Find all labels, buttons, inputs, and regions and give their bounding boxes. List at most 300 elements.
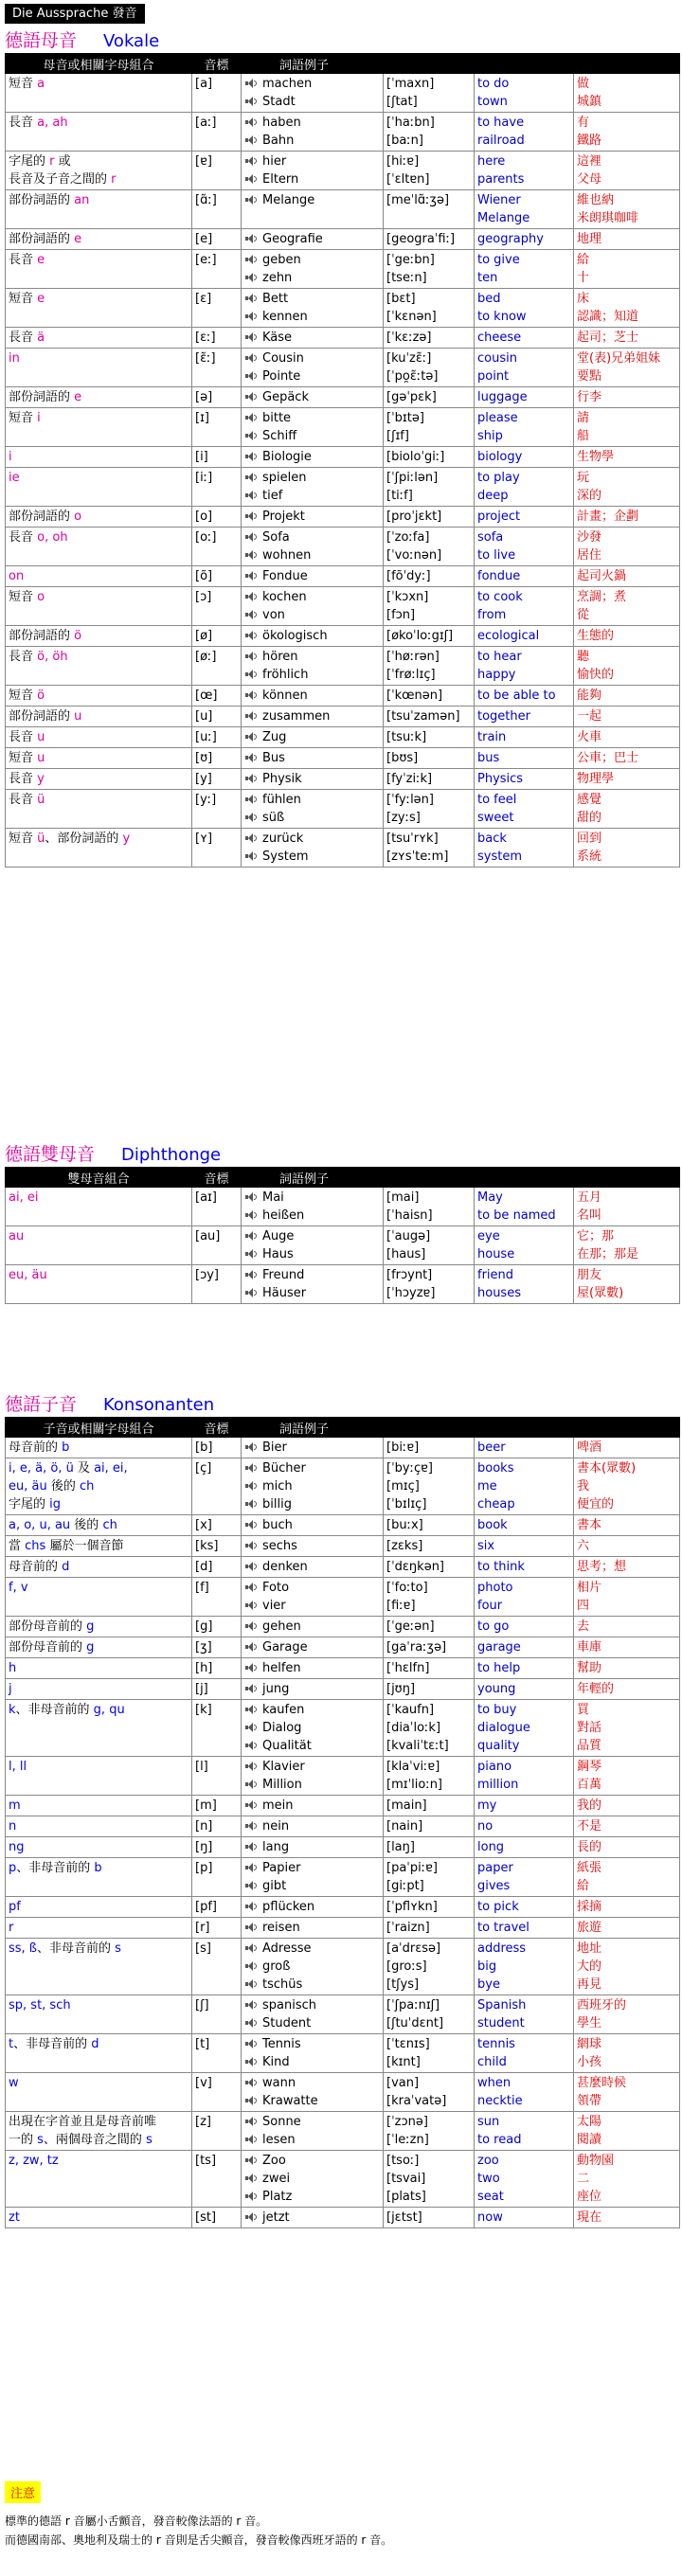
speaker-icon[interactable] — [245, 1684, 257, 1693]
english-meaning: no — [477, 1819, 494, 1834]
word-ipa-cell — [384, 528, 475, 566]
speaker-icon[interactable] — [245, 2212, 257, 2222]
speaker-icon[interactable] — [245, 2039, 257, 2048]
sound-label: 部份母音前的 — [9, 1640, 87, 1655]
speaker-icon[interactable] — [245, 2135, 257, 2144]
word-ipa: [ˈfrøːlɪç] — [386, 668, 436, 682]
word-text: mein — [262, 1798, 294, 1813]
chinese-meaning: 有 — [577, 116, 590, 130]
example-word[interactable] — [245, 2188, 380, 2206]
word-ipa: [kraˈvatə] — [386, 2094, 447, 2108]
chinese-meaning: 朋友 — [577, 1268, 602, 1282]
example-word[interactable] — [245, 1459, 380, 1477]
speaker-icon[interactable] — [245, 795, 257, 804]
chinese-meaning: 我 — [577, 1479, 590, 1494]
word-text: fühlen — [262, 793, 301, 807]
word-text: jetzt — [262, 2210, 290, 2225]
speaker-icon[interactable] — [245, 97, 257, 106]
chinese-cell — [574, 1578, 680, 1617]
speaker-icon[interactable] — [245, 312, 257, 321]
english-meaning: to give — [477, 253, 520, 267]
speaker-icon[interactable] — [245, 670, 257, 679]
english-meaning: book — [477, 1518, 508, 1532]
speaker-icon[interactable] — [245, 1663, 257, 1673]
col-header-ipa: 音標 — [192, 54, 242, 74]
col-header-examples: 詞語例子 — [242, 1418, 680, 1438]
example-word[interactable] — [245, 1976, 380, 1994]
table-row — [6, 1188, 680, 1226]
chinese-meaning: 船 — [577, 429, 590, 443]
example-word[interactable] — [245, 290, 380, 308]
chinese-cell — [574, 727, 680, 748]
ipa-symbol-cell: [ʊ] — [192, 748, 242, 769]
speaker-icon[interactable] — [245, 392, 257, 402]
word-ipa: [van] — [386, 2076, 420, 2090]
example-word[interactable] — [245, 1719, 380, 1737]
example-word[interactable] — [245, 2074, 380, 2092]
example-word[interactable] — [245, 1638, 380, 1656]
english-meaning: my — [477, 1798, 497, 1813]
english-cell — [475, 2073, 574, 2112]
example-word[interactable] — [245, 469, 380, 487]
speaker-icon[interactable] — [245, 234, 257, 243]
example-word[interactable] — [245, 1245, 380, 1263]
speaker-icon[interactable] — [245, 1800, 257, 1810]
english-meaning: to go — [477, 1619, 510, 1634]
sound-letters: k — [9, 1703, 16, 1717]
chinese-cell — [574, 790, 680, 829]
speaker-icon[interactable] — [245, 2078, 257, 2087]
speaker-icon[interactable] — [245, 1979, 257, 1989]
example-word[interactable] — [245, 1737, 380, 1755]
speaker-icon[interactable] — [245, 1642, 257, 1652]
table-row — [6, 1858, 680, 1897]
example-word[interactable] — [245, 588, 380, 606]
english-meaning: please — [477, 411, 518, 425]
speaker-icon[interactable] — [245, 1762, 257, 1771]
page-tab[interactable]: Die Aussprache 發音 — [5, 4, 145, 24]
word-text: zusammen — [262, 709, 331, 724]
example-word[interactable] — [245, 546, 380, 564]
speaker-icon[interactable] — [245, 79, 257, 88]
speaker-icon[interactable] — [245, 1499, 257, 1509]
example-word[interactable] — [245, 809, 380, 827]
example-word[interactable] — [245, 1659, 380, 1677]
speaker-icon[interactable] — [245, 1741, 257, 1750]
chinese-meaning: 認識；知道 — [577, 310, 639, 324]
word-text: Klavier — [262, 1760, 305, 1774]
ipa-symbol-cell: [ə] — [192, 387, 242, 408]
example-word[interactable] — [245, 230, 380, 248]
word-ipa: [frɔynt] — [386, 1268, 433, 1282]
ipa-symbol-cell: [x] — [192, 1515, 242, 1536]
speaker-icon[interactable] — [245, 2018, 257, 2028]
example-word[interactable] — [245, 75, 380, 93]
example-word[interactable] — [245, 791, 380, 809]
example-word[interactable] — [245, 152, 380, 170]
word-ipa: [ˈvoːnən] — [386, 548, 442, 563]
speaker-icon[interactable] — [245, 2057, 257, 2066]
english-cell — [475, 566, 574, 587]
speaker-icon[interactable] — [245, 2174, 257, 2183]
example-word[interactable] — [245, 1227, 380, 1245]
speaker-icon[interactable] — [245, 592, 257, 601]
example-word[interactable] — [245, 1579, 380, 1597]
word-ipa-cell — [384, 1858, 475, 1897]
speaker-icon[interactable] — [245, 1601, 257, 1610]
example-word[interactable] — [245, 1537, 380, 1555]
example-word[interactable] — [245, 606, 380, 624]
english-cell — [475, 190, 574, 229]
speaker-icon[interactable] — [245, 2096, 257, 2105]
word-text: fröhlich — [262, 668, 309, 682]
example-word[interactable] — [245, 93, 380, 111]
speaker-icon[interactable] — [245, 1943, 257, 1953]
english-meaning: Physics — [477, 772, 524, 786]
speaker-icon[interactable] — [245, 1621, 257, 1631]
example-word[interactable] — [245, 1680, 380, 1698]
word-text: Mai — [262, 1190, 284, 1205]
sound-label: 短音 — [9, 832, 38, 846]
ipa-symbol-cell: [u] — [192, 707, 242, 727]
example-word[interactable] — [245, 1207, 380, 1225]
speaker-icon[interactable] — [245, 1923, 257, 1932]
speaker-icon[interactable] — [245, 610, 257, 619]
ipa-symbol-cell: [o] — [192, 507, 242, 528]
example-word[interactable] — [245, 1618, 380, 1636]
example-word[interactable] — [245, 2152, 380, 2170]
table-row — [6, 1617, 680, 1637]
speaker-icon[interactable] — [245, 1562, 257, 1571]
speaker-icon[interactable] — [245, 1541, 257, 1550]
table-row — [6, 587, 680, 626]
english-meaning: six — [477, 1539, 495, 1553]
sound-letters: s — [146, 2133, 153, 2147]
example-word[interactable] — [245, 648, 380, 666]
example-word[interactable] — [245, 627, 380, 645]
speaker-icon[interactable] — [245, 631, 257, 640]
example-word[interactable] — [245, 1877, 380, 1895]
example-word[interactable] — [245, 830, 380, 848]
example-word[interactable] — [245, 1898, 380, 1916]
speaker-icon[interactable] — [245, 1463, 257, 1473]
english-meaning: piano — [477, 1760, 512, 1774]
example-word[interactable] — [245, 367, 380, 385]
speaker-icon[interactable] — [245, 273, 257, 282]
example-word[interactable] — [245, 2113, 380, 2131]
speaker-icon[interactable] — [245, 174, 257, 184]
example-word[interactable] — [245, 1597, 380, 1615]
ipa-symbol-cell: [ʒ] — [192, 1637, 242, 1658]
example-word[interactable] — [245, 687, 380, 705]
konsonanten-table — [5, 1417, 680, 2228]
word-ipa: [zʏsˈteːm] — [386, 850, 449, 864]
speaker-icon[interactable] — [245, 156, 257, 166]
speaker-icon[interactable] — [245, 117, 257, 127]
example-word[interactable] — [245, 1958, 380, 1976]
ipa-symbol-cell: [n] — [192, 1816, 242, 1837]
speaker-icon[interactable] — [245, 753, 257, 762]
example-word[interactable] — [245, 1776, 380, 1794]
sound-cell — [6, 566, 192, 587]
word-ipa-cell — [384, 289, 475, 328]
example-word[interactable] — [245, 2092, 380, 2110]
example-word[interactable] — [245, 448, 380, 466]
speaker-icon[interactable] — [245, 332, 257, 342]
speaker-icon[interactable] — [245, 294, 257, 303]
speaker-icon[interactable] — [245, 431, 257, 440]
english-cell — [475, 387, 574, 408]
sound-label: 短音 — [9, 689, 38, 703]
speaker-icon[interactable] — [245, 413, 257, 422]
word-ipa: [aˈdrɛsə] — [386, 1941, 441, 1956]
speaker-icon[interactable] — [245, 2191, 257, 2201]
english-meaning: deep — [477, 489, 509, 503]
english-cell — [475, 447, 574, 468]
example-word[interactable] — [245, 409, 380, 427]
sound-label: 後的 — [70, 1518, 103, 1532]
example-word[interactable] — [245, 1940, 380, 1958]
word-ipa: [ʃɪf] — [386, 429, 409, 443]
word-text: Bus — [262, 751, 285, 765]
sound-cell — [6, 1438, 192, 1458]
example-word[interactable] — [245, 114, 380, 132]
example-word[interactable] — [245, 2209, 380, 2227]
speaker-icon[interactable] — [245, 571, 257, 581]
english-cell — [475, 1757, 574, 1796]
chinese-cell — [574, 1265, 680, 1304]
example-word[interactable] — [245, 2131, 380, 2149]
example-word-cell — [242, 528, 384, 566]
chinese-meaning: 玩 — [577, 471, 590, 485]
example-word[interactable] — [245, 170, 380, 188]
example-word[interactable] — [245, 707, 380, 725]
word-ipa-cell — [384, 1700, 475, 1757]
word-ipa: [nain] — [386, 1819, 423, 1834]
chinese-cell — [574, 328, 680, 349]
example-word[interactable] — [245, 1817, 380, 1835]
example-word[interactable] — [245, 427, 380, 445]
word-ipa: [ˈkaufn] — [386, 1703, 435, 1717]
example-word[interactable] — [245, 132, 380, 150]
example-word[interactable] — [245, 848, 380, 866]
speaker-icon[interactable] — [245, 353, 257, 363]
example-word[interactable] — [245, 349, 380, 367]
note-text — [5, 2512, 679, 2549]
speaker-icon[interactable] — [245, 1288, 257, 1297]
speaker-icon[interactable] — [245, 1249, 257, 1259]
chinese-cell — [574, 1458, 680, 1515]
sound-letters: ö — [74, 629, 82, 643]
example-word[interactable] — [245, 749, 380, 767]
word-ipa-cell — [384, 1796, 475, 1816]
speaker-icon[interactable] — [245, 135, 257, 145]
speaker-icon[interactable] — [245, 1442, 257, 1452]
example-word[interactable] — [245, 770, 380, 788]
english-cell — [475, 1226, 574, 1265]
speaker-icon[interactable] — [245, 813, 257, 822]
word-text: Käse — [262, 331, 293, 345]
speaker-icon[interactable] — [245, 2000, 257, 2010]
speaker-icon[interactable] — [245, 532, 257, 542]
example-word[interactable] — [245, 251, 380, 269]
speaker-icon[interactable] — [245, 511, 257, 521]
chinese-cell — [574, 566, 680, 587]
sound-cell — [6, 2034, 192, 2073]
example-word[interactable] — [245, 666, 380, 684]
speaker-icon[interactable] — [245, 652, 257, 661]
word-ipa-cell — [384, 647, 475, 686]
example-word[interactable] — [245, 2170, 380, 2188]
example-word[interactable] — [245, 388, 380, 406]
speaker-icon[interactable] — [245, 1192, 257, 1202]
english-meaning: to read — [477, 2133, 522, 2147]
english-meaning: paper — [477, 1861, 513, 1875]
example-word[interactable] — [245, 1859, 380, 1877]
speaker-icon[interactable] — [245, 1583, 257, 1592]
example-word[interactable] — [245, 1516, 380, 1534]
example-word[interactable] — [245, 1838, 380, 1856]
chinese-meaning: 系統 — [577, 850, 602, 864]
word-ipa: [fyˈziːk] — [386, 772, 433, 786]
speaker-icon[interactable] — [245, 2117, 257, 2126]
speaker-icon[interactable] — [245, 1780, 257, 1789]
word-ipa: [jɛtst] — [386, 2210, 422, 2225]
speaker-icon[interactable] — [245, 255, 257, 264]
example-word[interactable] — [245, 728, 380, 746]
chinese-meaning: 採摘 — [577, 1900, 602, 1914]
chinese-cell — [574, 528, 680, 566]
sound-cell — [6, 528, 192, 566]
chinese-meaning: 感覺 — [577, 793, 602, 807]
example-word[interactable] — [245, 1495, 380, 1513]
example-word[interactable] — [245, 191, 380, 209]
chinese-cell — [574, 1515, 680, 1536]
speaker-icon[interactable] — [245, 452, 257, 461]
table-row — [6, 468, 680, 507]
example-word[interactable] — [245, 508, 380, 526]
english-cell — [475, 707, 574, 727]
speaker-icon[interactable] — [245, 1210, 257, 1220]
speaker-icon[interactable] — [245, 1902, 257, 1911]
sound-letters: ai, ei, — [94, 1461, 128, 1476]
speaker-icon[interactable] — [245, 473, 257, 482]
chinese-cell — [574, 250, 680, 289]
konsonanten-title-zh: 德語子音 — [5, 1394, 78, 1415]
speaker-icon[interactable] — [245, 833, 257, 843]
example-word[interactable] — [245, 1919, 380, 1937]
english-cell — [475, 1515, 574, 1536]
english-meaning: photo — [477, 1581, 513, 1595]
example-word-cell — [242, 387, 384, 408]
speaker-icon[interactable] — [245, 774, 257, 783]
example-word[interactable] — [245, 1797, 380, 1815]
example-word[interactable] — [245, 2014, 380, 2032]
example-word[interactable] — [245, 487, 380, 505]
example-word[interactable] — [245, 269, 380, 287]
example-word[interactable] — [245, 1189, 380, 1207]
speaker-icon[interactable] — [245, 1270, 257, 1279]
speaker-icon[interactable] — [245, 195, 257, 205]
speaker-icon[interactable] — [245, 1863, 257, 1872]
chinese-meaning: 在那；那是 — [577, 1247, 639, 1261]
chinese-meaning: 這裡 — [577, 154, 602, 169]
speaker-icon[interactable] — [245, 550, 257, 560]
speaker-icon[interactable] — [245, 1723, 257, 1732]
speaker-icon[interactable] — [245, 1481, 257, 1491]
example-word[interactable] — [245, 528, 380, 546]
example-word[interactable] — [245, 2035, 380, 2053]
word-text: gehen — [262, 1619, 301, 1634]
sound-cell — [6, 707, 192, 727]
chinese-cell — [574, 507, 680, 528]
example-word[interactable] — [245, 1477, 380, 1495]
example-word[interactable] — [245, 1439, 380, 1457]
example-word[interactable] — [245, 1284, 380, 1302]
speaker-icon[interactable] — [245, 1705, 257, 1714]
word-text: Auge — [262, 1229, 295, 1243]
speaker-icon[interactable] — [245, 371, 257, 381]
word-ipa-cell — [384, 349, 475, 387]
sound-cell — [6, 587, 192, 626]
sound-label: 、非母音前的 — [15, 1703, 94, 1717]
speaker-icon[interactable] — [245, 491, 257, 500]
english-cell — [475, 686, 574, 707]
speaker-icon[interactable] — [245, 732, 257, 742]
example-word[interactable] — [245, 1701, 380, 1719]
speaker-icon[interactable] — [245, 851, 257, 861]
example-word-cell — [242, 2112, 384, 2151]
english-meaning: to cook — [477, 590, 523, 604]
speaker-icon[interactable] — [245, 1842, 257, 1852]
speaker-icon[interactable] — [245, 711, 257, 721]
speaker-icon[interactable] — [245, 690, 257, 700]
chinese-meaning: 啤酒 — [577, 1440, 602, 1455]
speaker-icon[interactable] — [245, 2156, 257, 2165]
table-row — [6, 686, 680, 707]
example-word[interactable] — [245, 1996, 380, 2014]
example-word[interactable] — [245, 1558, 380, 1576]
chinese-cell — [574, 2151, 680, 2208]
sound-label: 長音 — [9, 793, 38, 807]
example-word-cell — [242, 250, 384, 289]
sound-cell — [6, 1458, 192, 1515]
sound-letters: u — [37, 730, 45, 744]
speaker-icon[interactable] — [245, 1231, 257, 1241]
speaker-icon[interactable] — [245, 1881, 257, 1890]
example-word[interactable] — [245, 567, 380, 585]
example-word[interactable] — [245, 2053, 380, 2071]
english-cell — [475, 829, 574, 868]
word-ipa-cell — [384, 566, 475, 587]
example-word[interactable] — [245, 329, 380, 347]
example-word[interactable] — [245, 1758, 380, 1776]
speaker-icon[interactable] — [245, 1520, 257, 1530]
english-meaning: four — [477, 1599, 503, 1613]
example-word[interactable] — [245, 308, 380, 326]
word-text: Gepäck — [262, 390, 309, 404]
ipa-symbol-cell: [p] — [192, 1858, 242, 1897]
english-meaning: town — [477, 95, 508, 109]
sound-letters: r — [49, 154, 55, 169]
speaker-icon[interactable] — [245, 1821, 257, 1831]
english-meaning: garage — [477, 1640, 521, 1655]
example-word-cell — [242, 1557, 384, 1578]
example-word[interactable] — [245, 1266, 380, 1284]
speaker-icon[interactable] — [245, 1961, 257, 1971]
sound-letters: ig — [49, 1497, 62, 1512]
sound-letters: e — [74, 232, 82, 246]
